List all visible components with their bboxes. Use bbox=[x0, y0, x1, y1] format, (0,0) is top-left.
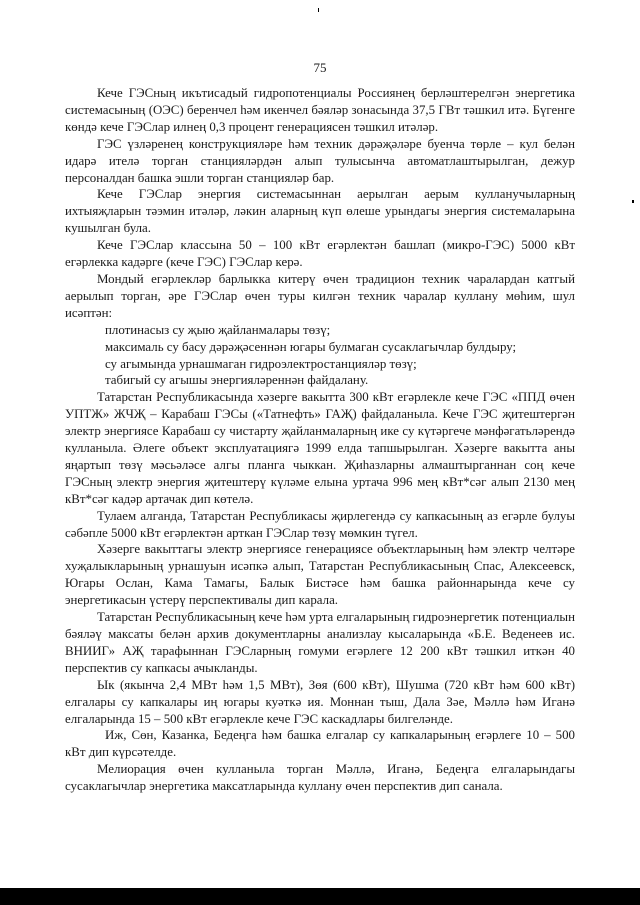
paragraph: Хәзерге вакыттагы электр энергиясе генерациясе объектларының һәм электр челтәре хуҗалыкларының урнашуын исәпкә алып, Татарстан Республикасының Спас, Алексеевск, Югары Ослан, Кама Тамагы, Балык Бистәсе һәм башка районнарында кече су энергетикасын үстерү перспективалы дип карала. bbox=[65, 542, 575, 608]
paragraph: Татарстан Республикасының кече һәм урта елгаларының гидроэнергетик потенциалын бәяләү максаты белән архив документларны анализлау кысаларында «Б.Е. Веденеев ис. ВНИИГ» АҖ тарафыннан ГЭСларның гомуми егәрлеге 12 200 кВт тәшкил иткән 40 перспектив су капкасы ачыкланды. bbox=[65, 610, 575, 675]
scan-bottom-border bbox=[0, 888, 640, 905]
list-item: максималь су басу дәрәҗәсеннән югары булмаган сусаклагычлар булдыру; bbox=[105, 339, 517, 354]
paragraph: Татарстан Республикасында хәзерге вакытта 300 кВт егәрлекле кече ГЭС «ППД өчен УПТЖ» ЖЧҖ – Карабаш ГЭСы («Татнефть» ГАҖ) файдаланыла. Кече ГЭС җитештергән электр энергиясе Карабаш су чистарту җайланмаларның ике су күтәргече мәнфәгатьләрендә кулланыла. Әлеге объект эксплуатациягә 1999 елда тапшырылган. Хәзерге вакытта аны яңартып төзү мәсьәләсе алгы планга чыккан. Җиһазларны алмаштырганнан соң кече ГЭСның электр энергия җитештерү күләме елына уртача 996 мең кВт*сәг алып 2130 мең кВт*сәг кадәр артачак дип көтелә. bbox=[65, 390, 575, 506]
page-number: 75 bbox=[313, 60, 327, 75]
paragraph: Мондый егәрлекләр барлыкка китерү өчен традицион техник чаралардан катгый аерылып торган, әре ГЭСлар өчен туры килгән техник чаралар куллану мөһим, шул исәптән: bbox=[65, 271, 575, 320]
paragraph: Кече ГЭСның икътисадый гидропотенциалы Россиянең берләштерелгән энергетика системасының (ОЭС) беренчел һәм икенчел бәяләр зонасында 37,5 ГВт тәшкил итә. Бүгенге көндә кече ГЭСлар илнең 0,3 процент генерациясен тәшкил итәләр. bbox=[65, 86, 575, 134]
paragraph: Иж, Сөн, Казанка, Бедеңга һәм башка елгалар су капкаларының егәрлеге 10 – 500 кВт дип күрсәтелде. bbox=[65, 728, 575, 760]
scan-mark-right bbox=[632, 200, 634, 203]
paragraph: Мелиорация өчен кулланыла торган Мәллә, Иганә, Бедеңга елгаларындагы сусаклагычлар энергетика максатларында куллану өчен перспектив дип санала. bbox=[65, 762, 575, 794]
list-item: плотинасыз су җыю җайланмалары төзү; bbox=[105, 322, 331, 337]
paragraph: Ык (якынча 2,4 МВт һәм 1,5 МВт), Зөя (600 кВт), Шушма (720 кВт һәм 600 кВт) елгалары су капкалары иң югары куәткә ия. Моннан тыш, Дала Зәе, Мәллә һәм Иганә елгаларында 15 – 500 кВт егәрлекле кече ГЭС каскадлары билгеләнде. bbox=[65, 677, 575, 726]
paragraph: Тулаем алганда, Татарстан Республикасы җирлегендә су капкасының аз егәрле булуы сәбәпле 5000 кВт егәрлектән арткан ГЭСлар төзү мөмкин түгел. bbox=[65, 508, 575, 540]
scan-mark-top bbox=[318, 8, 319, 12]
document-body bbox=[65, 85, 575, 795]
paragraph: Кече ГЭСлар энергия системасыннан аерылган аерым кулланучыларның ихтыяҗларын тәэмин итәләр, ләкин аларның күп өлеше урындагы энергия системаларына кушылган була. bbox=[65, 187, 575, 236]
paragraph: ГЭС үзләренең конструкцияләре һәм техник дәрәҗәләре буенча төрле – кул белән идарә ителә торган станцияләрдән алып тулысынча автоматлаштырылган, дежур персоналдан башка эшли торган станцияләр бар. bbox=[65, 136, 575, 185]
list-item: су агымында урнашмаган гидроэлектростанцияләр төзү; bbox=[105, 356, 417, 371]
list-item: табигый су агышы энергияләреннән файдалану. bbox=[105, 373, 369, 388]
paragraph: Кече ГЭСлар классына 50 – 100 кВт егәрлектән башлап (микро-ГЭС) 5000 кВт егәрлекка кадәрге (кече ГЭС) ГЭСлар керә. bbox=[65, 238, 575, 270]
